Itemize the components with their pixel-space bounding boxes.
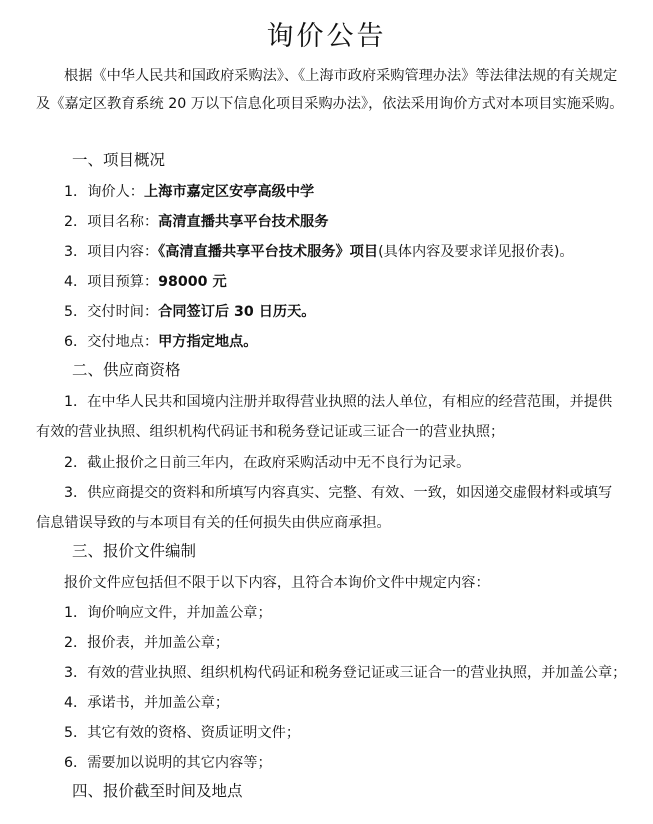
intro-paragraph: 根据《中华人民共和国政府采购法》、《上海市政府采购管理办法》等法律法规的有关规定及《嘉定区教育系统 20 万以下信息化项目采购办法》，依法采用询价方式对本项目实施采购。	[36, 68, 624, 112]
project-item-6	[64, 332, 257, 352]
item-value: 《高清直播共享平台技术服务》项目	[158, 244, 379, 260]
document-item-3: 3．有效的营业执照、组织机构代码证和税务登记证或三证合一的营业执照，并加盖公章；	[64, 665, 627, 681]
project-item-1	[64, 182, 314, 202]
qualification-item-3-line2: 信息错误导致的与本项目有关的任何损失由供应商承担。	[36, 515, 391, 531]
item-value: 合同签订后 30 日历天。	[158, 304, 316, 320]
qualification-item-1-line2: 有效的营业执照、组织机构代码证书和税务登记证或三证合一的营业执照；	[36, 424, 505, 440]
item-label: 6．交付地点：	[64, 334, 159, 350]
qualification-item-2: 2．截止报价之日前三年内，在政府采购活动中无不良行为记录。	[64, 455, 471, 471]
item-label: 5．交付时间：	[64, 304, 159, 320]
section2-heading: 二、供应商资格	[72, 361, 181, 379]
section3-lead: 报价文件应包括但不限于以下内容，且符合本询价文件中规定内容：	[64, 575, 490, 591]
document-item-1: 1．询价响应文件，并加盖公章；	[64, 605, 272, 621]
document-item-2: 2．报价表，并加盖公章；	[64, 635, 230, 651]
project-item-4	[64, 272, 227, 292]
document-item-4: 4．承诺书，并加盖公章；	[64, 695, 230, 711]
document-item-5: 5．其它有效的资格、资质证明文件；	[64, 725, 301, 741]
section1-heading: 一、项目概况	[72, 151, 166, 169]
item-value: 高清直播共享平台技术服务	[158, 214, 329, 230]
document-item-6: 6．需要加以说明的其它内容等；	[64, 755, 272, 771]
item-suffix: (具体内容及要求详见报价表)。	[378, 244, 574, 260]
section3-heading: 三、报价文件编制	[72, 542, 197, 560]
item-label: 3．项目内容：	[64, 244, 159, 260]
project-item-2	[64, 212, 328, 232]
item-label: 1．询价人：	[64, 184, 144, 200]
qualification-item-1-line1: 1．在中华人民共和国境内注册并取得营业执照的法人单位，有相应的经营范围，并提供	[64, 394, 613, 410]
item-label: 4．项目预算：	[64, 274, 159, 290]
project-item-5	[64, 302, 315, 322]
section4-heading: 四、报价截至时间及地点	[72, 782, 243, 800]
item-label: 2．项目名称：	[64, 214, 159, 230]
item-value: 上海市嘉定区安亭高级中学	[143, 184, 315, 200]
qualification-item-3-line1: 3．供应商提交的资料和所填写内容真实、完整、有效、一致，如因递交虚假材料或填写	[64, 485, 613, 501]
item-value: 98000 元	[158, 274, 227, 290]
page-title: 询价公告	[266, 21, 387, 52]
item-value: 甲方指定地点。	[158, 334, 258, 350]
project-item-3	[64, 242, 574, 262]
